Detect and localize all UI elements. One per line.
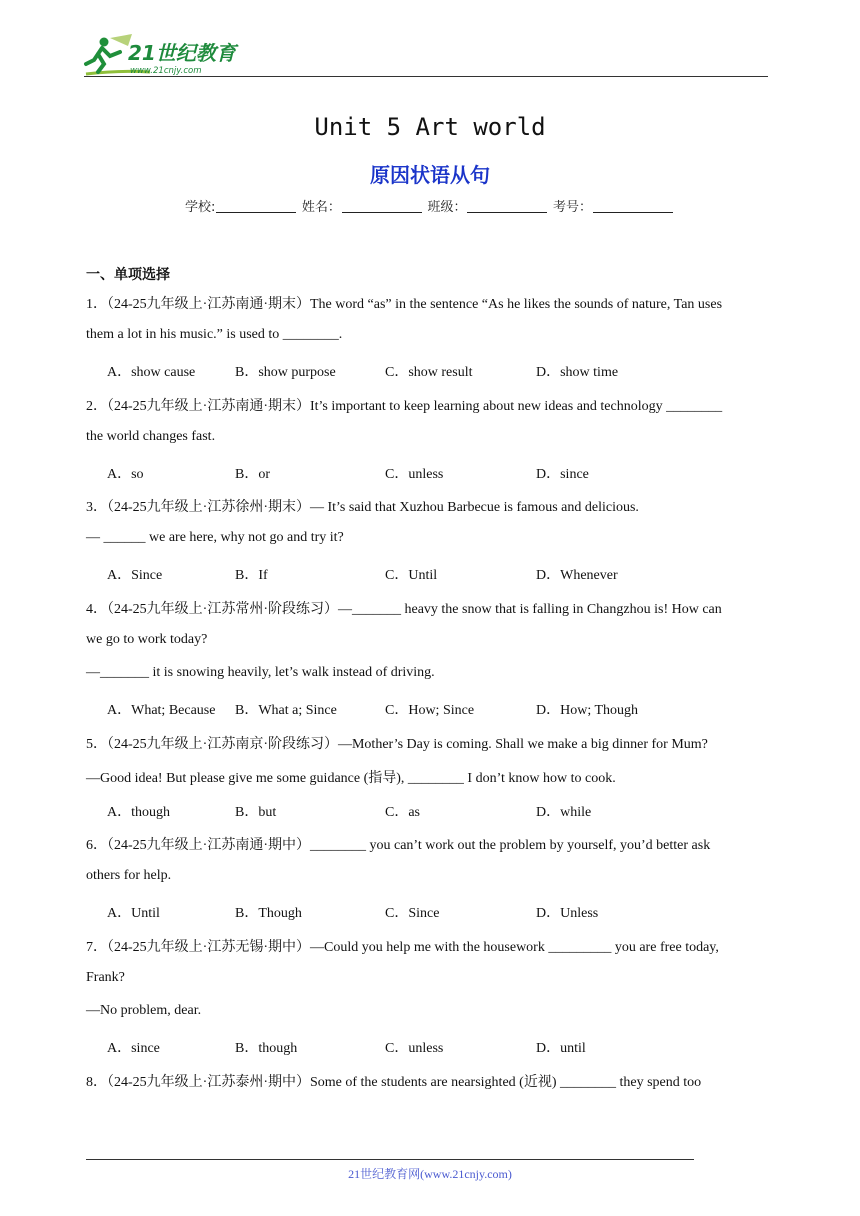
question-2-option-a[interactable]: A．so	[107, 467, 144, 482]
school-blank[interactable]	[216, 212, 296, 213]
question-5-option-a[interactable]: A．though	[107, 805, 170, 820]
question-7-line-1: 7．（24-25九年级上·江苏无锡·期中）—Could you help me with the housework _________ you are free today,	[86, 940, 719, 955]
question-7-option-d[interactable]: D．until	[536, 1041, 586, 1056]
question-5-option-b[interactable]: B．but	[235, 805, 277, 820]
question-8-line-1: 8．（24-25九年级上·江苏泰州·期中）Some of the students are nearsighted (近视) ________ they spend too	[86, 1075, 702, 1090]
question-2-option-d[interactable]: D．since	[536, 467, 589, 482]
student-info-row	[0, 196, 860, 216]
question-3-line-1: 3．（24-25九年级上·江苏徐州·期末）— It’s said that Xuzhou Barbecue is famous and delicious.	[86, 500, 639, 515]
question-1-line-2: them a lot in his music.” is used to ________.	[86, 327, 343, 342]
question-7-option-c[interactable]: C．unless	[385, 1041, 444, 1056]
site-logo	[80, 30, 250, 80]
question-1-option-b[interactable]: B．show purpose	[235, 365, 336, 380]
page-subtitle: 原因状语从句	[370, 163, 490, 187]
question-5-option-d[interactable]: D．while	[536, 805, 592, 820]
question-4-line-3: —_______ it is snowing heavily, let’s walk instead of driving.	[86, 665, 435, 680]
question-1-line-1: 1．（24-25九年级上·江苏南通·期末）The word “as” in the sentence “As he likes the sounds of nature, Tan uses	[86, 297, 723, 312]
section-title: 一、单项选择	[86, 267, 170, 283]
question-3-line-2: — ______ we are here, why not go and try it?	[86, 530, 344, 545]
name-label: 姓名：	[301, 200, 341, 215]
question-4-option-c[interactable]: C．How; Since	[385, 703, 475, 718]
page-title: Unit 5 Art world	[314, 113, 546, 141]
question-2-line-2: the world changes fast.	[86, 429, 216, 444]
question-7-line-2: Frank?	[86, 970, 125, 985]
question-4-option-b[interactable]: B．What a; Since	[235, 703, 337, 718]
footer-text: 21世纪教育网(www.21cnjy.com)	[348, 1167, 512, 1181]
question-2-option-b[interactable]: B．or	[235, 467, 270, 482]
class-label: 班级：	[427, 200, 467, 215]
school-label: 学校:	[185, 200, 216, 215]
exam-no-blank[interactable]	[593, 212, 673, 213]
question-1-option-a[interactable]: A．show cause	[107, 365, 196, 380]
question-1-option-c[interactable]: C．show result	[385, 365, 473, 380]
question-4-line-1: 4．（24-25九年级上·江苏常州·阶段练习）—_______ heavy the snow that is falling in Changzhou is! How can	[86, 602, 722, 617]
question-6-option-a[interactable]: A．Until	[107, 906, 160, 921]
question-6-option-c[interactable]: C．Since	[385, 906, 440, 921]
question-3-option-a[interactable]: A．Since	[107, 568, 163, 583]
logo-brand: 21世纪教育	[128, 41, 236, 65]
question-7-line-3: —No problem, dear.	[86, 1003, 202, 1018]
question-3-option-c[interactable]: C．Until	[385, 568, 438, 583]
question-5-line-1: 5．（24-25九年级上·江苏南京·阶段练习）—Mother’s Day is coming. Shall we make a big dinner for Mum?	[86, 737, 708, 752]
question-2-option-c[interactable]: C．unless	[385, 467, 444, 482]
question-4-option-d[interactable]: D．How; Though	[536, 703, 639, 718]
name-blank[interactable]	[342, 212, 422, 213]
question-7-option-b[interactable]: B．though	[235, 1041, 298, 1056]
question-7-option-a[interactable]: A．since	[107, 1041, 160, 1056]
question-6-line-2: others for help.	[86, 868, 172, 883]
question-3-option-b[interactable]: B．If	[235, 568, 268, 583]
question-4-line-2: we go to work today?	[86, 632, 208, 647]
question-1-option-d[interactable]: D．show time	[536, 365, 619, 380]
question-6-option-b[interactable]: B．Though	[235, 906, 302, 921]
question-6-line-1: 6．（24-25九年级上·江苏南通·期中）________ you can’t work out the problem by yourself, you’d better ask	[86, 838, 711, 853]
question-5-option-c[interactable]: C．as	[385, 805, 420, 820]
footer-divider	[86, 1159, 694, 1160]
question-3-option-d[interactable]: D．Whenever	[536, 568, 618, 583]
question-6-option-d[interactable]: D．Unless	[536, 906, 599, 921]
header-divider	[84, 76, 768, 77]
logo-url: www.21cnjy.com	[130, 66, 202, 76]
exam-no-label: 考号：	[552, 200, 592, 215]
class-blank[interactable]	[467, 212, 547, 213]
question-2-line-1: 2．（24-25九年级上·江苏南通·期末）It’s important to keep learning about new ideas and technology ________	[86, 399, 723, 414]
question-5-line-2: —Good idea! But please give me some guidance (指导), ________ I don’t know how to cook.	[86, 771, 616, 786]
question-4-option-a[interactable]: A．What; Because	[107, 703, 216, 718]
